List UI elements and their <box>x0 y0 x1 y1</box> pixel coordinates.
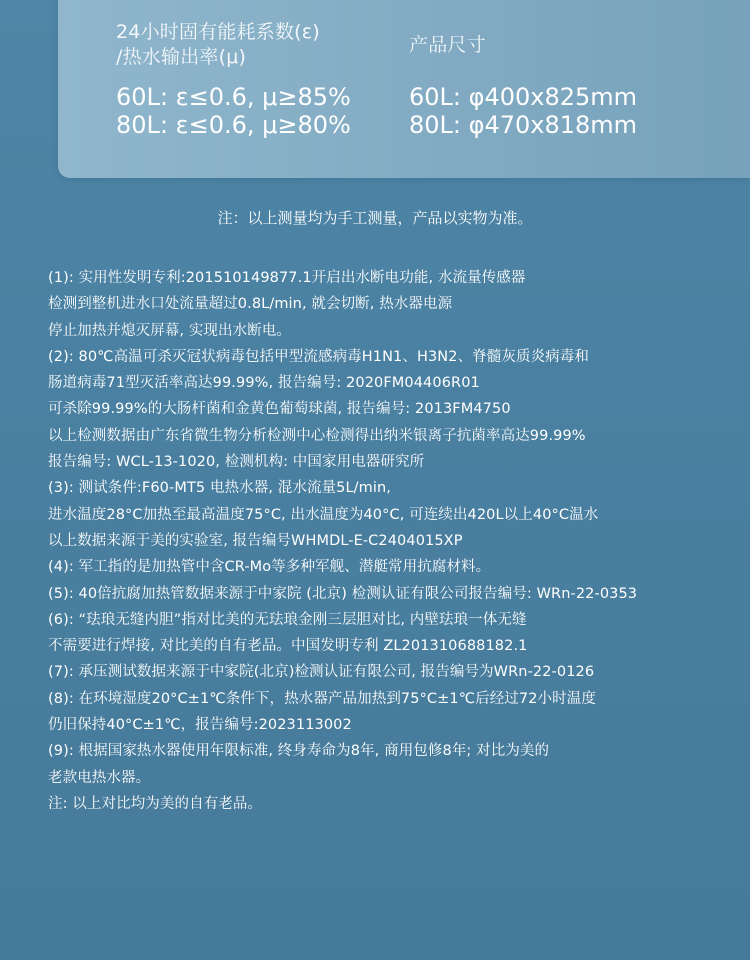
energy-heading-line2: /热水输出率(μ) <box>116 46 247 68</box>
footnote-line: 报告编号: WCL-13-1020, 检测机构: 中国家用电器研究所 <box>48 454 425 471</box>
size-values <box>409 83 637 139</box>
footnote-list <box>48 265 738 817</box>
size-heading: 产品尺寸 <box>409 34 486 56</box>
footnote-line: (7): 承压测试数据来源于中家院(北京)检测认证有限公司, 报告编号为WRn-22-0126 <box>48 664 595 681</box>
measurement-note: 注：以上测量均为手工测量，产品以实物为准。 <box>217 209 533 227</box>
footnote-line: (5): 40倍抗腐加热管数据来源于中家院 (北京) 检测认证有限公司报告编号: WRn-22-0353 <box>48 585 638 602</box>
footnote-line: (1): 实用性发明专利:201510149877.1开启出水断电功能, 水流量传感器 <box>48 270 526 286</box>
footnote-line: 以上检测数据由广东省微生物分析检测中心检测得出纳米银离子抗菌率高达99.99% <box>48 427 586 444</box>
size-value-60l: 60L: φ400x825mm <box>409 83 638 111</box>
energy-value-60l: 60L: ε≤0.6, μ≥85% <box>116 83 351 111</box>
footnote-line: 检测到整机进水口处流量超过0.8L/min, 就会切断, 热水器电源 <box>48 296 453 313</box>
size-spec-column <box>409 20 638 139</box>
footnote-line: (8): 在环境湿度20°C±1℃条件下，热水器产品加热到75°C±1℃后经过72小时温度 <box>48 690 596 707</box>
energy-values <box>116 83 351 139</box>
footnote-line: 老款电热水器。 <box>48 769 151 786</box>
footnote-line: 仍旧保持40°C±1℃，报告编号:2023113002 <box>48 717 352 734</box>
footnote-line: 进水温度28°C加热至最高温度75°C, 出水温度为40°C, 可连续出420L以上40°C温水 <box>48 506 599 523</box>
footnote-line: (3): 测试条件:F60-MT5 电热水器, 混水流量5L/min, <box>48 480 392 497</box>
footnote-line: (6): “珐琅无缝内胆”指对比美的无珐琅金刚三层胆对比, 内壁珐琅一体无缝 <box>48 611 527 628</box>
footnote-line: 以上数据来源于美的实验室, 报告编号WHMDL-E-C2404015XP <box>48 532 463 549</box>
footnote-line: 不需要进行焊接, 对比美的自有老品。中国发明专利 ZL201310688182.1 <box>48 638 528 655</box>
energy-spec-column <box>116 20 351 139</box>
energy-heading-line1: 24小时固有能耗系数(ε) <box>116 21 320 43</box>
spec-card <box>58 0 750 178</box>
energy-heading <box>116 20 320 70</box>
footnote-line: 停止加热并熄灭屏幕, 实现出水断电。 <box>48 322 292 339</box>
footnote-line: 肠道病毒71型灭活率高达99.99%, 报告编号: 2020FM04406R01 <box>48 375 480 392</box>
footnote-line: (2): 80℃高温可杀灭冠状病毒包括甲型流感病毒H1N1、H3N2、脊髓灰质炎病毒和 <box>48 348 589 365</box>
footnote-line: 注: 以上对比均为美的自有老品。 <box>48 795 263 812</box>
footnote-line: (9): 根据国家热水器使用年限标准, 终身寿命为8年, 商用包修8年; 对比为美的 <box>48 743 550 760</box>
size-value-80l: 80L: φ470x818mm <box>409 111 638 139</box>
footnote-line: (4): 军工指的是加热管中含CR-Mo等多种军舰、潜艇常用抗腐材料。 <box>48 559 491 576</box>
energy-value-80l: 80L: ε≤0.6, μ≥80% <box>116 111 351 139</box>
footnote-line: 可杀除99.99%的大肠杆菌和金黄色葡萄球菌, 报告编号: 2013FM4750 <box>48 401 511 418</box>
